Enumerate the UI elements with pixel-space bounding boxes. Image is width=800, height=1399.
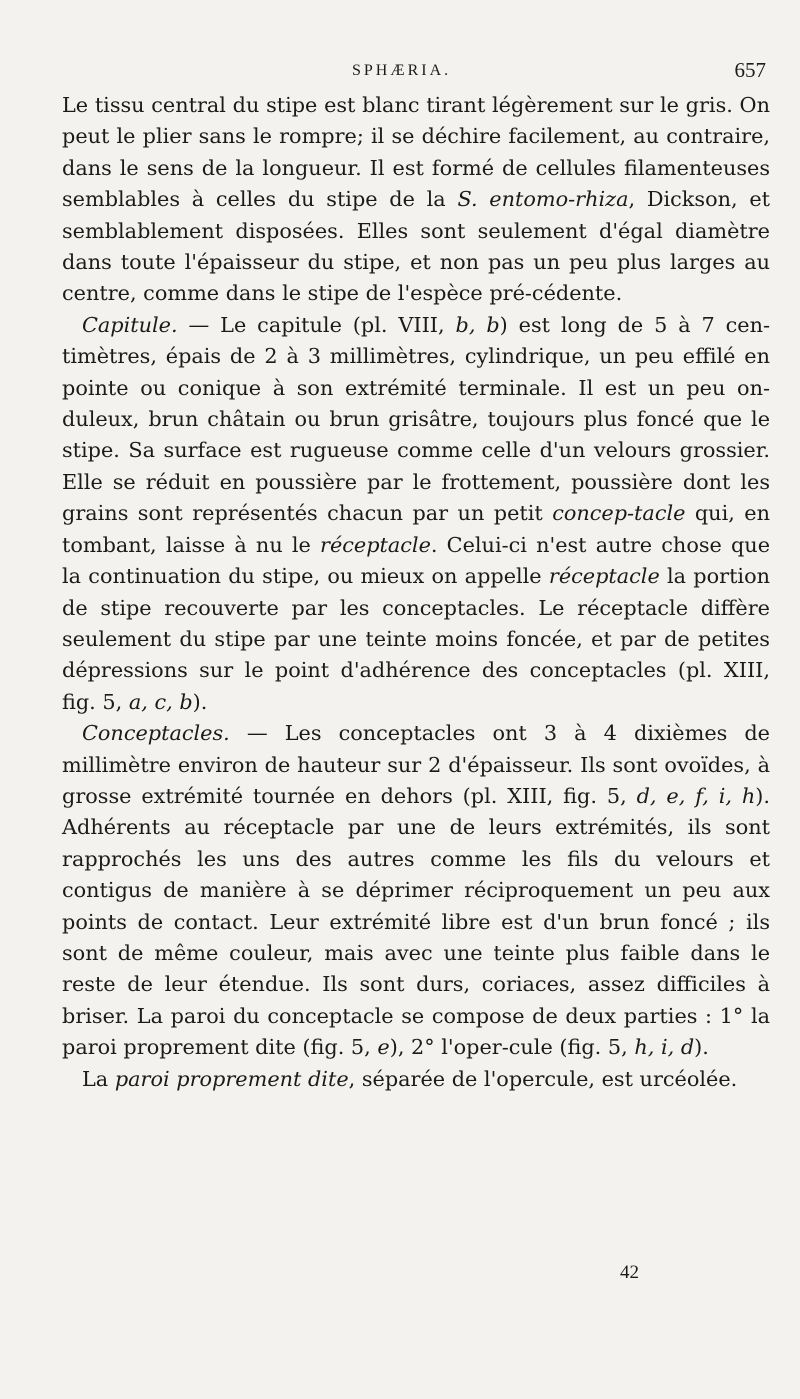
page-number: 657 xyxy=(734,58,766,82)
running-title: SPHÆRIA. xyxy=(352,62,452,79)
italic-span: e xyxy=(377,1035,390,1060)
italic-span: b, b xyxy=(455,312,500,337)
text-span: — Le capitule (pl. VIII, xyxy=(177,312,456,337)
text-span: ), 2° l'oper-cule (fig. 5, xyxy=(389,1035,635,1060)
italic-span: d, e, f, i, h xyxy=(636,783,756,808)
italic-span: h, i, d xyxy=(634,1035,695,1060)
text-span: la portion de stipe recouverte par les conceptacles. Le réceptacle diffère seulement du stipe par une teinte moins foncée, et par de petites dépressions sur le point d'adhérence des conceptacles (pl. XIII, fig. 5, xyxy=(62,564,770,714)
text-span: La xyxy=(82,1066,115,1091)
signature-mark: 42 xyxy=(620,1262,639,1283)
italic-span: Capitule. xyxy=(82,312,178,337)
italic-span: concep-tacle xyxy=(552,501,686,526)
text-span: . Celui-ci n'est autre chose que la continuation du stipe, ou mieux on appelle xyxy=(62,532,770,589)
text-span: ) est long de 5 à 7 cen-timètres, épais de 2 à 3 millimètres, cylindrique, un peu effilé en pointe ou conique à son extrémité terminale. Il est un peu on-duleux, brun châtain ou brun grisâtre, toujours plus foncé que le stipe. Sa surface est rugueuse comme celle d'un velours grossier. Elle se réduit en poussière par le frottement, poussière dont les grains sont représentés chacun par un petit xyxy=(62,312,771,526)
text-span: Le tissu central du stipe est blanc tirant légèrement sur le gris. On peut le plier sans le rompre; il se déchire facilement, au contraire, dans le sens de la longueur. Il est formé de cellules filamenteuses semblables à celles du stipe de la xyxy=(62,93,770,212)
page-header xyxy=(62,58,770,90)
italic-span: a, c, b xyxy=(128,689,193,714)
italic-span: S. entomo-rhiza xyxy=(457,187,629,212)
text-span: , Dickson, et semblablement disposées. Elles sont seulement d'égal diamètre dans toute l'épaisseur du stipe, et non pas un peu plus larges au centre, comme dans le stipe de l'espèce pré-cédente. xyxy=(62,187,770,306)
text-span: — Les conceptacles ont 3 à 4 dixièmes de millimètre environ de hauteur sur 2 d'épaisseur. Ils sont ovoïdes, à grosse extrémité tournée en dehors (pl. XIII, fig. 5, xyxy=(62,721,770,808)
book-page xyxy=(62,58,770,1095)
paragraph-p3 xyxy=(62,718,770,1063)
text-span: ). xyxy=(192,689,208,714)
italic-span: paroi proprement dite xyxy=(114,1066,349,1091)
text-span: , séparée de l'opercule, est urcéolée. xyxy=(348,1066,738,1091)
paragraph-p4 xyxy=(62,1064,770,1095)
text-span: qui, en tombant, laisse à nu le xyxy=(62,501,770,557)
paragraph-p1 xyxy=(62,90,770,310)
text-span: ). xyxy=(694,1035,709,1060)
paragraph-p2 xyxy=(62,310,770,718)
italic-span: réceptacle xyxy=(548,564,660,589)
italic-span: réceptacle xyxy=(320,532,431,557)
italic-span: Conceptacles. xyxy=(82,721,230,746)
body-text xyxy=(62,90,770,1095)
text-span: ). Adhérents au réceptacle par une de leurs extrémités, ils sont rapprochés les uns des autres comme les fils du velours et contigus de manière à se déprimer réciproquement un peu aux points de contact. Leur extrémité libre est d'un brun foncé ; ils sont de même couleur, mais avec une teinte plus faible dans le reste de leur étendue. Ils sont durs, coriaces, assez difficiles à briser. La paroi du conceptacle se compose de deux parties : 1° la paroi proprement dite (fig. 5, xyxy=(62,783,770,1060)
